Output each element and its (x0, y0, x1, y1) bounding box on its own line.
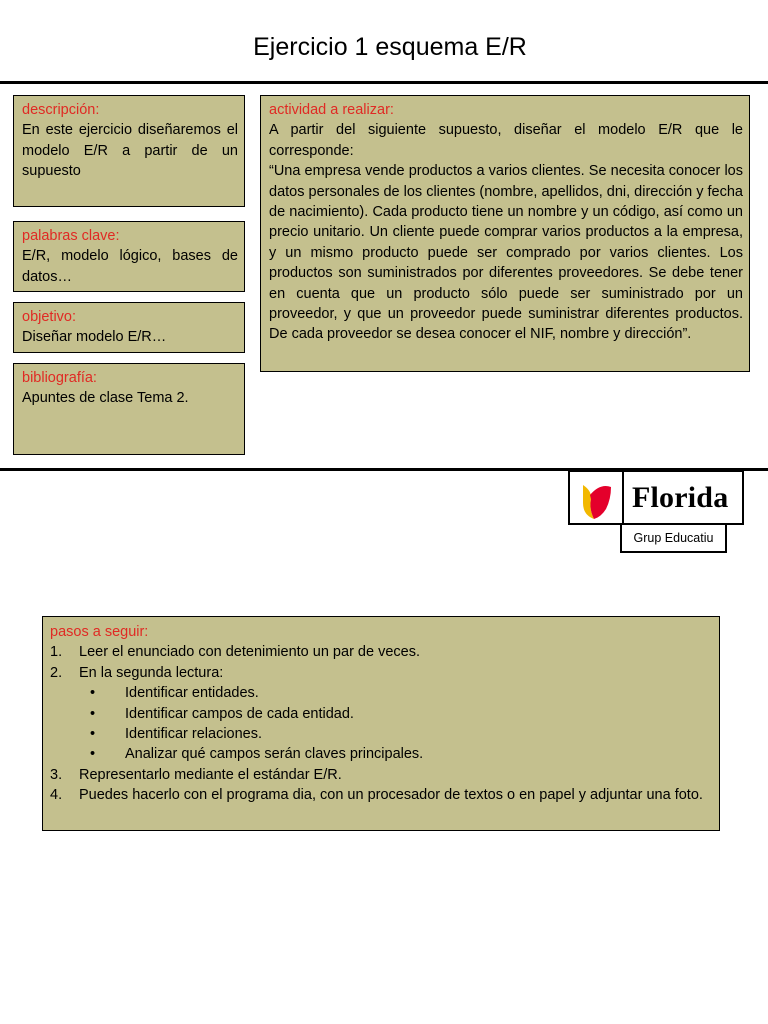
step-number: 2. (50, 664, 63, 681)
step-text: Leer el enunciado con detenimiento un par de veces. (79, 644, 420, 661)
step-item (50, 663, 711, 683)
objective-text: Diseñar modelo E/R… (22, 329, 167, 346)
activity-label: actividad a realizar: (269, 102, 394, 118)
step-text: En la segunda lectura: (79, 664, 224, 681)
substep-text: Identificar campos de cada entidad. (125, 705, 354, 722)
bibliography-text: Apuntes de clase Tema 2. (22, 390, 189, 407)
step-number: 4. (50, 787, 63, 804)
step-item (50, 642, 711, 662)
logo-name: Florida (632, 481, 729, 514)
logo-divider (622, 472, 624, 527)
substep-item (90, 704, 711, 724)
steps-box (42, 616, 720, 831)
activity-box (260, 95, 750, 372)
objective-box (13, 302, 245, 353)
keywords-box (13, 221, 245, 292)
bibliography-box (13, 363, 245, 455)
page-title: Ejercicio 1 esquema E/R (253, 33, 527, 61)
step-item (50, 785, 711, 805)
florida-logo (568, 470, 744, 553)
activity-intro: A partir del siguiente supuesto, diseñar el modelo E/R que le corresponde: (269, 122, 743, 159)
step-item (50, 765, 711, 785)
description-label: descripción: (22, 102, 100, 118)
step-text: Representarlo mediante el estándar E/R. (79, 766, 342, 783)
steps-list-continued (50, 765, 711, 806)
logo-subtitle: Grup Educatiu (620, 523, 727, 553)
description-text: En este ejercicio diseñaremos el modelo E/R a partir de un supuesto (22, 122, 238, 180)
step-text: Puedes hacerlo con el programa dia, con un procesador de textos o en papel y adjuntar una foto. (79, 787, 703, 804)
step-number: 3. (50, 766, 63, 783)
substep-item (90, 683, 711, 703)
activity-quote: “Una empresa vende productos a varios clientes. Se necesita conocer los datos personales de los clientes (nombre, apellidos, dni, dirección y fecha de nacimiento). Cada producto tiene un nombre y un código, así como un precio unitario. Un cliente puede comprar varios productos a la empresa, y un mismo producto puede ser comprado por varios clientes. Los productos son suministrados por diferentes proveedores. Se debe tener en cuenta que un producto sólo puede ser suministrado por un proveedor, y que un proveedor puede suministrar diferentes productos. De cada proveedor se desea conocer el NIF, nombre y dirección”. (269, 163, 743, 343)
steps-list (50, 642, 711, 683)
substeps-list (50, 683, 711, 765)
bullet-icon: • (90, 746, 96, 763)
objective-label: objetivo: (22, 309, 77, 325)
steps-label: pasos a seguir: (50, 624, 149, 640)
bullet-icon: • (90, 705, 96, 722)
substep-text: Identificar entidades. (125, 685, 259, 702)
substep-text: Analizar qué campos serán claves principales. (125, 746, 424, 763)
substep-item (90, 724, 711, 744)
top-divider (0, 81, 768, 84)
substep-text: Identificar relaciones. (125, 726, 263, 743)
keywords-label: palabras clave: (22, 228, 120, 244)
bibliography-label: bibliografía: (22, 370, 97, 386)
bullet-icon: • (90, 726, 96, 743)
bullet-icon: • (90, 685, 96, 702)
logo-frame (568, 470, 744, 525)
substep-item (90, 744, 711, 764)
florida-shield-icon (580, 479, 614, 521)
keywords-text: E/R, modelo lógico, bases de datos… (22, 248, 238, 285)
step-number: 1. (50, 644, 63, 661)
description-box (13, 95, 245, 207)
